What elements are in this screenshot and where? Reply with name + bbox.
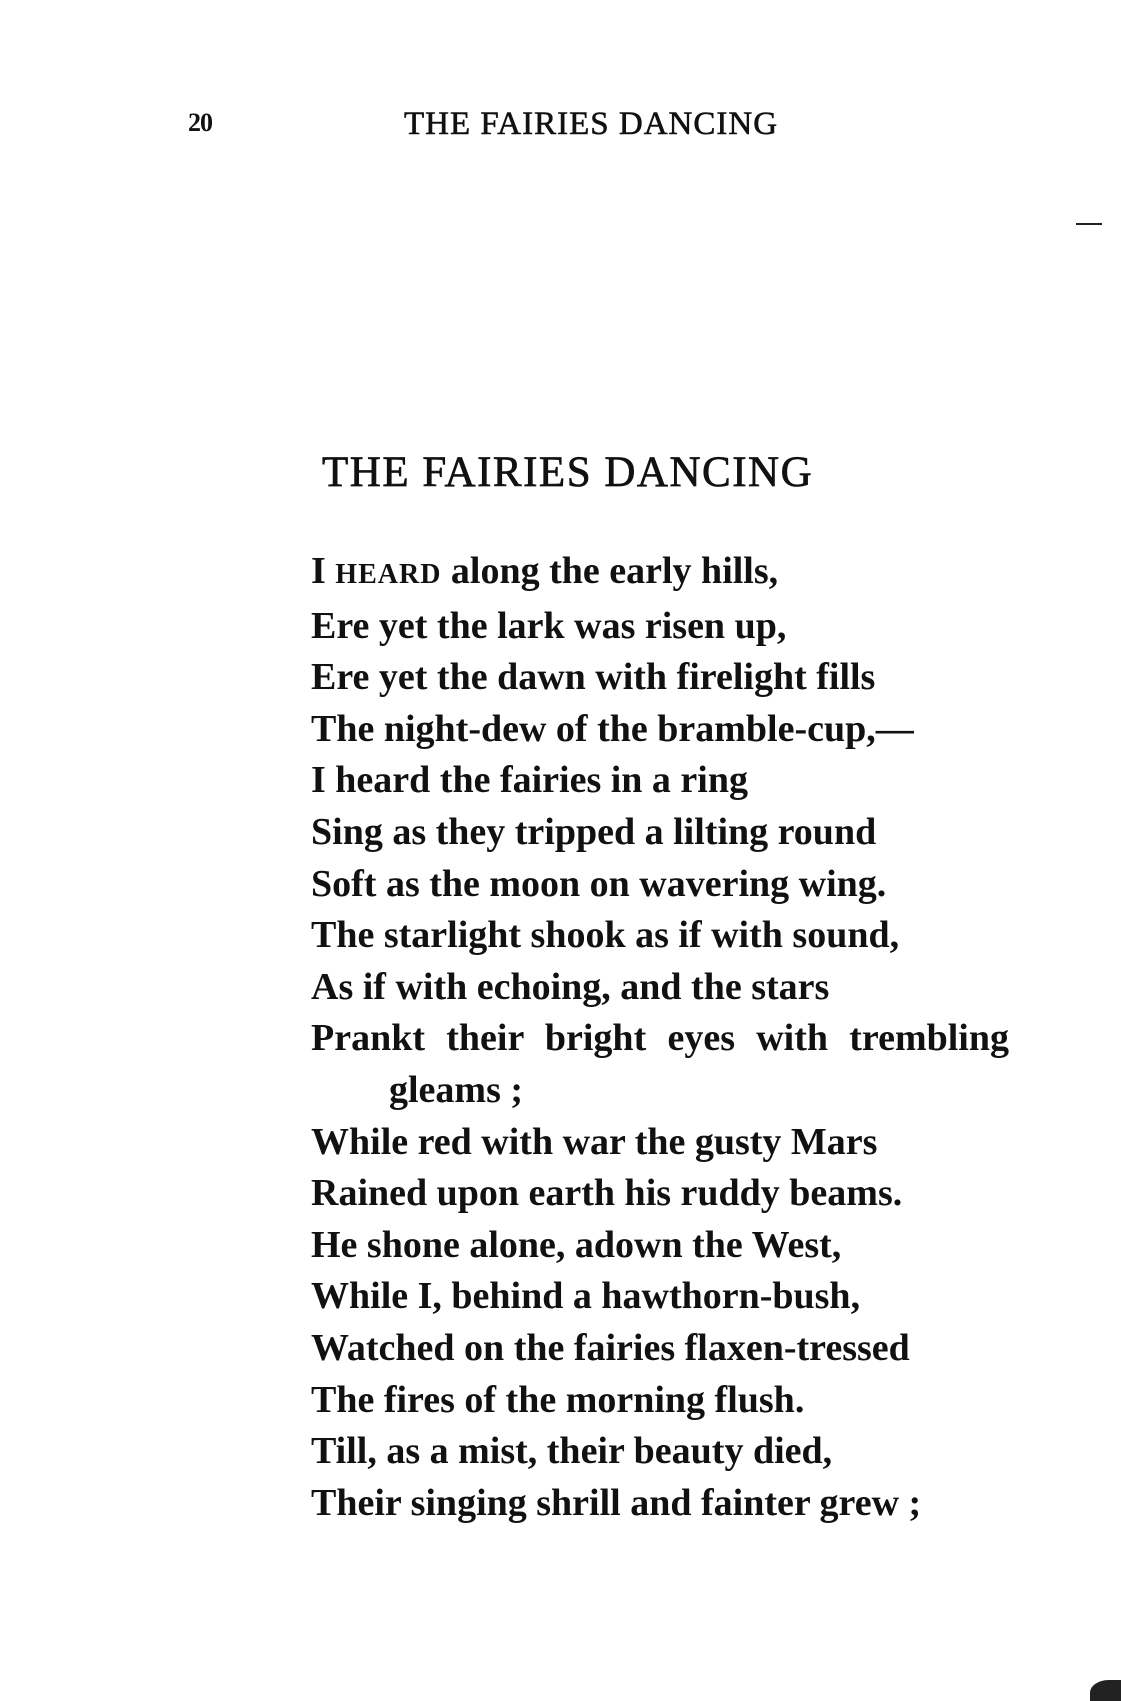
poem-line: While I, behind a hawthorn-bush,	[311, 1275, 861, 1318]
poem-line	[311, 546, 1009, 601]
poem-line: Sing as they tripped a lilting round	[311, 810, 877, 853]
poem-line: Their singing shrill and fainter grew ;	[311, 1481, 922, 1524]
running-head	[0, 106, 1121, 146]
poem-line-turnover: gleams ;	[389, 1068, 524, 1111]
page-number: 20	[188, 108, 212, 137]
poem-line: Prankt their bright eyes with trembling	[311, 1017, 1009, 1060]
poem-line: The starlight shook as if with sound,	[311, 914, 900, 957]
scan-mark	[1090, 1680, 1121, 1701]
poem-line: Rained upon earth his ruddy beams.	[311, 1172, 903, 1215]
poem-line: The night-dew of the bramble-cup,—	[311, 707, 914, 750]
poem-title: THE FAIRIES DANCING	[322, 449, 814, 496]
scan-mark	[1076, 223, 1102, 225]
running-title: THE FAIRIES DANCING	[404, 106, 779, 142]
poem-line: Till, as a mist, their beauty died,	[311, 1430, 833, 1473]
poem-body	[311, 546, 1009, 1529]
poem-line: Soft as the moon on wavering wing.	[311, 862, 887, 905]
poem-line: While red with war the gusty Mars	[311, 1120, 878, 1163]
poem-line: Ere yet the lark was risen up,	[311, 604, 787, 647]
first-line-rest: along the early hills,	[441, 550, 779, 592]
first-word-initial: I	[311, 550, 326, 592]
first-word-smallcaps: HEARD	[335, 559, 442, 590]
poem-line: He shone alone, adown the West,	[311, 1223, 842, 1266]
poem-line: Watched on the fairies flaxen-tressed	[311, 1326, 910, 1369]
poem-line: As if with echoing, and the stars	[311, 965, 830, 1008]
poem-line: The fires of the morning flush.	[311, 1378, 805, 1421]
poem-line: Ere yet the dawn with firelight fills	[311, 656, 876, 699]
poem-line: I heard the fairies in a ring	[311, 759, 748, 802]
